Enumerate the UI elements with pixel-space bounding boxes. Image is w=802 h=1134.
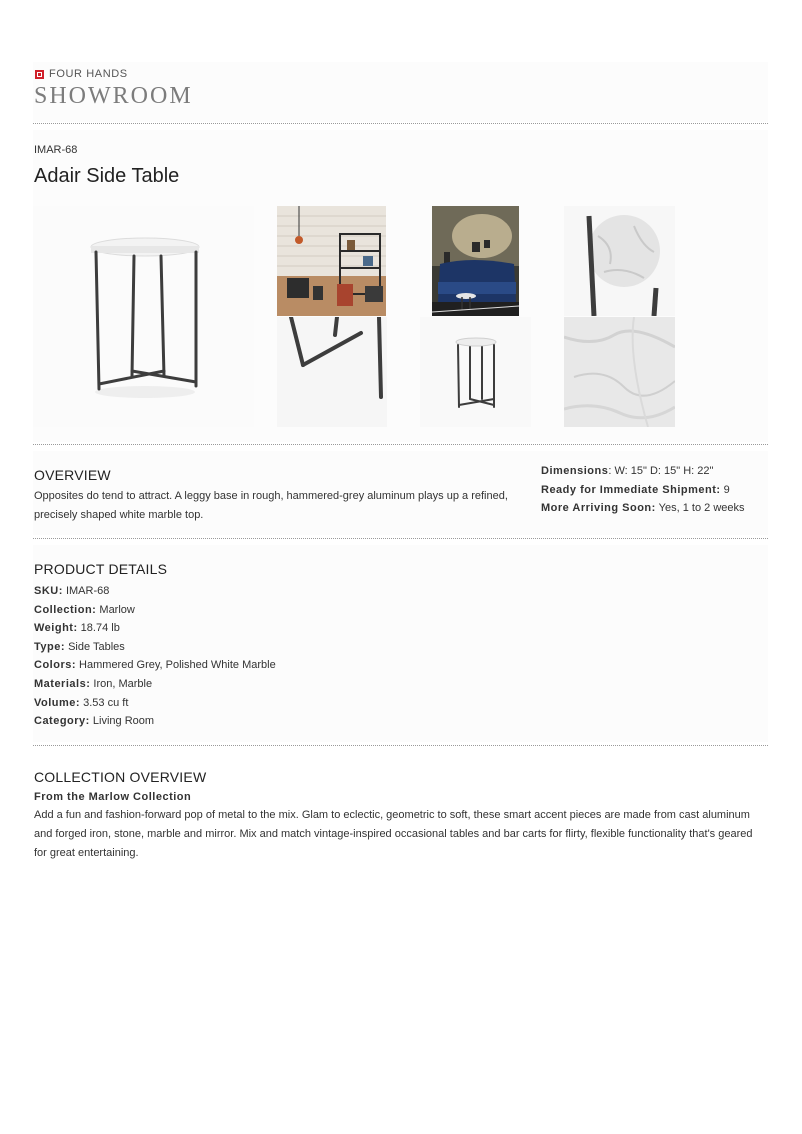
detail-label: Category: <box>34 715 90 728</box>
detail-row <box>34 694 434 713</box>
brand-name: FOUR HANDS <box>49 68 128 80</box>
detail-value: 18.74 lb <box>77 622 120 635</box>
arriving-value: Yes, 1 to 2 weeks <box>655 502 745 515</box>
overview-heading: OVERVIEW <box>34 467 111 483</box>
detail-value: Marlow <box>96 603 135 616</box>
detail-photo-marble-texture <box>564 317 675 427</box>
detail-value: Side Tables <box>65 640 125 653</box>
divider <box>33 538 768 539</box>
detail-label: SKU: <box>34 585 63 597</box>
brand-logo <box>35 68 128 80</box>
detail-photo-marble-top <box>564 206 675 316</box>
collection-heading: COLLECTION OVERVIEW <box>34 769 207 785</box>
ready-label: Ready for Immediate Shipment: <box>541 483 721 496</box>
detail-value: Hammered Grey, Polished White Marble <box>76 659 276 672</box>
arriving-label: More Arriving Soon: <box>541 502 656 515</box>
detail-label: Colors: <box>34 659 76 672</box>
detail-value: Iron, Marble <box>90 677 153 690</box>
detail-value: Living Room <box>89 715 155 728</box>
detail-label: Type: <box>34 640 66 653</box>
divider <box>33 123 768 124</box>
dimensions-value: : W: 15" D: 15" H: 22" <box>608 465 714 477</box>
detail-label: Volume: <box>34 696 81 709</box>
detail-row <box>34 638 434 657</box>
product-sku: IMAR-68 <box>34 144 78 156</box>
main-product-photo <box>33 206 254 427</box>
detail-value: IMAR-68 <box>62 585 110 597</box>
detail-label: Weight: <box>34 622 78 635</box>
detail-row <box>34 675 434 694</box>
collection-subheading <box>34 788 191 807</box>
lifestyle-photo-living-room <box>277 206 386 316</box>
detail-label: Materials: <box>34 677 91 690</box>
detail-row <box>34 712 434 731</box>
product-photo-small <box>420 317 531 427</box>
divider <box>33 444 768 445</box>
detail-row <box>34 582 434 601</box>
detail-label: Collection: <box>34 603 97 616</box>
details-list <box>34 582 434 731</box>
lifestyle-photo-blue-sofa <box>432 206 519 316</box>
collection-text: Add a fun and fashion-forward pop of metal to the mix. Glam to eclectic, geometric to soft, these smart accent pieces are made from cast aluminum and forged iron, stone, marble and mirror. Mix and match vintage-inspired occasional tables and bar carts for flirty, flexible functionality that's geared for great entertaining. <box>34 809 753 859</box>
showroom-title: SHOWROOM <box>34 83 193 109</box>
brand-square-icon <box>35 70 44 79</box>
dimensions-label: Dimensions <box>541 465 609 477</box>
detail-row <box>34 619 434 638</box>
details-heading: PRODUCT DETAILS <box>34 561 168 577</box>
detail-row <box>34 601 434 620</box>
detail-photo-base <box>277 317 387 427</box>
divider <box>33 745 768 746</box>
detail-value: 3.53 cu ft <box>80 696 129 709</box>
ready-value: 9 <box>720 483 730 496</box>
spec-summary <box>541 462 771 518</box>
product-title: Adair Side Table <box>34 165 180 187</box>
overview-text: Opposites do tend to attract. A leggy base in rough, hammered-grey aluminum plays up a refined, precisely shaped white marble top. <box>34 490 508 521</box>
detail-row <box>34 656 434 675</box>
collection-subheading-text: From the Marlow Collection <box>34 791 192 803</box>
